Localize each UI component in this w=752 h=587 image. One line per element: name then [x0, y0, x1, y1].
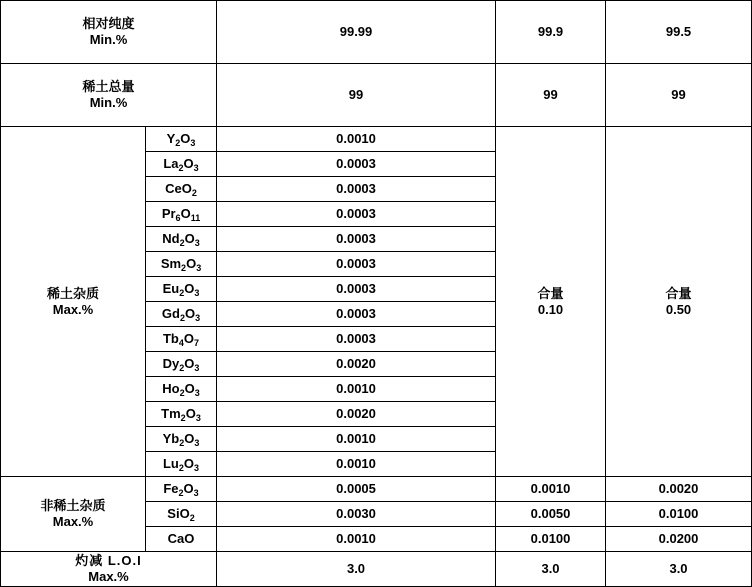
element-symbol: Fe [163, 481, 179, 496]
oxygen-symbol: O [184, 231, 195, 246]
total-value: 0.50 [665, 301, 692, 317]
oxygen-symbol: O [184, 356, 195, 371]
element-symbol: Dy [162, 356, 180, 371]
non-re-impurity-value-3: 0.0100 [606, 502, 752, 527]
re-impurity-formula [146, 327, 217, 352]
element-symbol: Ho [162, 381, 180, 396]
oxygen-subscript: 3 [196, 263, 202, 273]
oxygen-subscript: 3 [194, 388, 200, 398]
element-subscript: 2 [179, 313, 185, 323]
re-impurity-section [1, 127, 752, 477]
element-subscript: 2 [179, 388, 185, 398]
element-subscript: 2 [181, 263, 187, 273]
non-re-impurity-value-1: 0.0005 [217, 477, 496, 502]
loi-label: 灼减 L.O.I [75, 553, 142, 568]
oxygen-symbol: O [184, 431, 195, 446]
re-impurity-value: 0.0010 [217, 452, 496, 477]
re-impurity-formula [146, 452, 217, 477]
element-symbol: Eu [162, 281, 180, 296]
oxygen-subscript: 3 [195, 413, 201, 423]
oxygen-subscript: 3 [195, 313, 201, 323]
tre-row [1, 64, 752, 127]
re-impurity-formula [146, 252, 217, 277]
element-symbol: Si [167, 506, 180, 521]
element-symbol: Nd [162, 231, 180, 246]
re-impurity-value: 0.0020 [217, 352, 496, 377]
oxygen-symbol: O [185, 406, 196, 421]
element-subscript: 6 [175, 213, 181, 223]
re-impurity-value: 0.0003 [217, 177, 496, 202]
oxygen-subscript: 3 [190, 138, 196, 148]
tre-grade-2: 99 [496, 64, 606, 127]
re-impurity-formula [146, 277, 217, 302]
oxygen-subscript: 3 [194, 238, 200, 248]
non-re-impurity-value-1: 0.0010 [217, 527, 496, 552]
re-impurity-value: 0.0003 [217, 302, 496, 327]
tre-unit: Min.% [89, 95, 128, 110]
oxygen-subscript: 3 [193, 488, 199, 498]
re-impurity-formula [146, 352, 217, 377]
re-impurity-value: 0.0003 [217, 152, 496, 177]
re-impurity-header-cell [1, 127, 146, 477]
re-impurity-value: 0.0010 [217, 427, 496, 452]
loi-grade-2: 3.0 [496, 552, 606, 587]
element-symbol: Yb [162, 431, 180, 446]
non-re-impurity-value-2: 0.0050 [496, 502, 606, 527]
oxygen-subscript: 3 [194, 288, 200, 298]
oxygen-subscript: 3 [194, 463, 200, 473]
oxygen-symbol: O [180, 131, 191, 146]
re-impurity-value: 0.0020 [217, 402, 496, 427]
element-subscript: 2 [180, 413, 186, 423]
purity-label: 相对纯度 [82, 16, 135, 31]
re-impurity-formula [146, 302, 217, 327]
element-symbol: Ce [165, 181, 182, 196]
re-impurity-formula [146, 127, 217, 152]
oxygen-subscript: 3 [194, 363, 200, 373]
total-value: 0.10 [537, 301, 564, 317]
loi-unit: Max.% [88, 569, 129, 584]
tre-header-cell [1, 64, 217, 127]
element-subscript: 2 [178, 163, 184, 173]
non-re-impurity-value-3: 0.0200 [606, 527, 752, 552]
purity-grade-3: 99.5 [606, 1, 752, 64]
element-subscript: 2 [179, 288, 185, 298]
oxygen-symbol: O [180, 206, 191, 221]
oxygen-subscript: 11 [190, 213, 201, 223]
element-symbol: Lu [162, 456, 179, 471]
oxygen-subscript: 3 [193, 163, 199, 173]
re-impurity-value: 0.0003 [217, 202, 496, 227]
re-impurity-total-3 [606, 127, 752, 477]
re-impurity-label: 稀土杂质 [46, 285, 99, 301]
purity-row [1, 1, 752, 64]
re-impurity-formula [146, 152, 217, 177]
loi-header-cell [1, 552, 217, 587]
oxygen-subscript: 3 [194, 438, 200, 448]
re-impurity-value: 0.0003 [217, 327, 496, 352]
non-re-impurity-value-2: 0.0100 [496, 527, 606, 552]
non-re-impurity-unit: Max.% [52, 514, 94, 529]
element-subscript: 4 [178, 338, 184, 348]
re-impurity-formula [146, 427, 217, 452]
re-impurity-value: 0.0010 [217, 377, 496, 402]
element-subscript: 2 [179, 363, 185, 373]
element-subscript: 2 [178, 488, 184, 498]
oxygen-symbol: O [183, 156, 194, 171]
loi-grade-1: 3.0 [217, 552, 496, 587]
re-impurity-formula [146, 177, 217, 202]
element-symbol: Y [166, 131, 176, 146]
re-impurity-total-2 [496, 127, 606, 477]
oxygen-subscript: 2 [189, 513, 195, 523]
non-re-impurity-header-cell [1, 477, 146, 552]
element-subscript: 2 [175, 138, 181, 148]
non-re-impurity-formula [146, 527, 217, 552]
purity-header-cell [1, 1, 217, 64]
oxygen-symbol: O [184, 381, 195, 396]
re-impurity-formula [146, 402, 217, 427]
non-re-impurity-value-1: 0.0030 [217, 502, 496, 527]
re-impurity-value: 0.0003 [217, 277, 496, 302]
oxygen-symbol: O [181, 181, 192, 196]
re-impurity-value: 0.0010 [217, 127, 496, 152]
element-subscript: 2 [178, 463, 184, 473]
re-impurity-unit: Max.% [52, 301, 94, 317]
oxygen-symbol: O [184, 306, 196, 321]
non-re-impurity-label: 非稀土杂质 [40, 498, 106, 513]
oxygen-symbol: O [183, 331, 195, 346]
element-subscript: 2 [179, 238, 185, 248]
oxygen-symbol: O [184, 531, 195, 546]
tre-grade-1: 99 [217, 64, 496, 127]
purity-unit: Min.% [89, 32, 128, 47]
purity-grade-1: 99.99 [217, 1, 496, 64]
oxygen-subscript: 2 [191, 188, 197, 198]
re-impurity-formula [146, 202, 217, 227]
tre-grade-3: 99 [606, 64, 752, 127]
element-subscript: 2 [179, 438, 185, 448]
non-re-impurity-value-2: 0.0010 [496, 477, 606, 502]
re-impurity-formula [146, 377, 217, 402]
total-label: 合量 [665, 285, 692, 301]
loi-row [1, 552, 752, 587]
element-symbol: La [163, 156, 179, 171]
oxygen-symbol: O [183, 481, 194, 496]
oxygen-symbol: O [186, 256, 197, 271]
total-label: 合量 [537, 285, 564, 301]
element-symbol: Tm [161, 406, 181, 421]
purity-grade-2: 99.9 [496, 1, 606, 64]
loi-grade-3: 3.0 [606, 552, 752, 587]
non-re-impurity-value-3: 0.0020 [606, 477, 752, 502]
non-re-impurity-section [1, 477, 752, 552]
re-impurity-value: 0.0003 [217, 252, 496, 277]
non-re-impurity-row [1, 477, 752, 502]
oxygen-symbol: O [183, 456, 195, 471]
tre-label: 稀土总量 [82, 79, 135, 94]
re-impurity-formula [146, 227, 217, 252]
element-symbol: Gd [161, 306, 180, 321]
oxygen-subscript: 7 [194, 338, 200, 348]
element-symbol: Ca [167, 531, 185, 546]
oxygen-symbol: O [184, 281, 195, 296]
re-impurity-value: 0.0003 [217, 227, 496, 252]
re-impurity-row [1, 127, 752, 152]
element-symbol: Sm [160, 256, 182, 271]
element-symbol: Pr [161, 206, 176, 221]
oxygen-symbol: O [179, 506, 190, 521]
non-re-impurity-formula [146, 477, 217, 502]
element-symbol: Tb [162, 331, 179, 346]
non-re-impurity-formula [146, 502, 217, 527]
